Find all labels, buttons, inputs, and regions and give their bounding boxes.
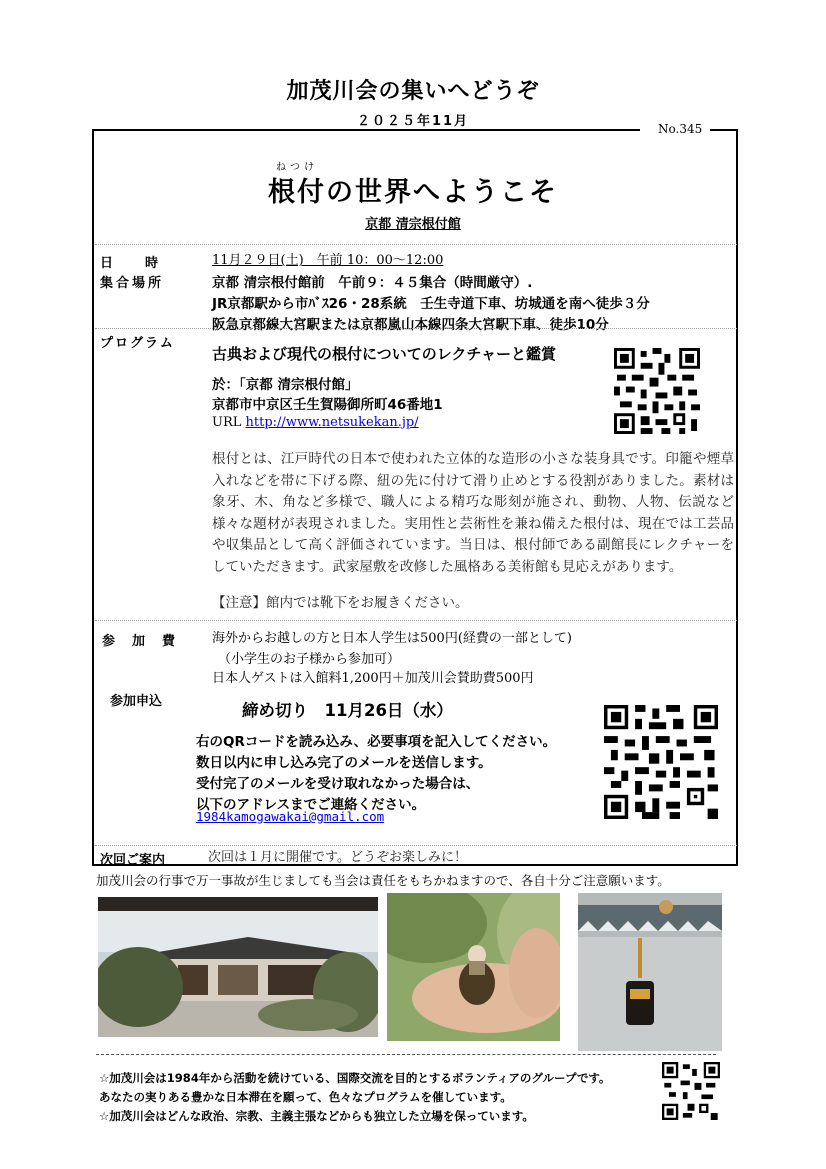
- footer-line3: ☆加茂川会はどんな政治、宗教、主義主張などからも独立した立場を保っています。: [99, 1109, 534, 1123]
- application-line1: 右のQRコードを読み込み、必要事項を記入してください。: [196, 734, 557, 750]
- inro-netsuke-kimono-photo: [578, 893, 722, 1051]
- fee-label: 参 加 費: [102, 634, 178, 649]
- meeting-line3: 阪急京都線大宮駅または京都嵐山本線四条大宮駅下車、徒歩10分: [212, 317, 609, 333]
- program-location: 於：「京都 清宗根付館」: [212, 377, 359, 393]
- museum-building-photo: [98, 897, 378, 1037]
- application-qr-code[interactable]: [604, 705, 718, 819]
- divider: [95, 845, 737, 846]
- footer-line2: あなたの実りある豊かな日本滞在を願って、色々なプログラムを催しています。: [99, 1090, 512, 1104]
- application-line2: 数日以内に申し込み完了のメールを送信します。: [196, 755, 492, 771]
- url-prefix: URL: [212, 415, 242, 430]
- divider: [95, 244, 737, 245]
- divider: [95, 328, 737, 329]
- application-label: 参加申込: [110, 694, 163, 709]
- event-heading: 根付の世界へようこそ: [268, 177, 558, 208]
- netsuke-in-hand-photo: [387, 893, 560, 1041]
- program-title: 古典および現代の根付についてのレクチャーと鑑賞: [212, 345, 556, 363]
- museum-qr-code[interactable]: [614, 348, 700, 434]
- meeting-line2: JR京都駅から市ﾊﾞｽ26・28系統 壬生寺道下車、坊城通を南へ徒歩３分: [212, 296, 650, 312]
- program-address: 京都市中京区壬生賀陽御所町46番地1: [212, 397, 443, 413]
- datetime-value: 11月２９日(土) 午前 10：00～12:00: [212, 253, 444, 268]
- program-description: 根付とは、江戸時代の日本で使われた立体的な造形の小さな装身具です。印籠や煙草入れなどを帯に下げる際、紐の先に付けて滑り止めとする役割がありました。素材は象牙、木、角など多様で、職人による精巧な彫刻が施され、動物、人物、伝説など様々な題材が表現されました。実用性と芸術性を兼ね備えた根付は、現在では工芸品や収集品として高く評価されています。当日は、根付師である副館長にレクチャーをしていただきます。武家屋敷を改修した風格ある美術館も見応えがあります。: [212, 451, 734, 575]
- divider: [95, 620, 737, 621]
- group-qr-code[interactable]: [662, 1062, 720, 1120]
- fee-line3: 日本人ゲストは入館料1,200円＋加茂川会賛助費500円: [212, 671, 534, 686]
- contact-email-link[interactable]: 1984kamogawakai@gmail.com: [196, 809, 385, 824]
- application-line3: 受付完了のメールを受け取れなかった場合は、: [196, 776, 480, 792]
- issue-date: ２０２５年11月: [356, 114, 470, 129]
- event-venue: 京都 清宗根付館: [365, 217, 461, 232]
- meeting-line1: 京都 清宗根付館前 午前９：４５集合（時間厳守）.: [212, 275, 533, 291]
- program-notice: 【注意】館内では靴下をお履きください。: [212, 595, 469, 611]
- disclaimer-text: 加茂川会の行事で万一事故が生じましても当会は責任をもちかねますので、各自十分ご注意願います。: [96, 873, 670, 888]
- meeting-label: 集合場所: [100, 276, 165, 291]
- footer-divider: [96, 1054, 716, 1055]
- issue-number: No.345: [658, 122, 703, 136]
- datetime-label: 日 時: [100, 256, 161, 271]
- heading-ruby: ねつけ: [276, 162, 318, 173]
- next-label: 次回ご案内: [100, 853, 166, 868]
- fee-line2: （小学生のお子様から参加可）: [218, 652, 401, 667]
- footer-line1: ☆加茂川会は1984年から活動を続けている、国際交流を目的とするボランティアのグループです。: [99, 1071, 611, 1085]
- page-title: 加茂川会の集いへどうぞ: [286, 79, 540, 104]
- next-text: 次回は１月に開催です。どうぞお楽しみに！: [208, 850, 467, 865]
- fee-line1: 海外からお越しの方と日本人学生は500円(経費の一部として): [212, 631, 572, 646]
- application-deadline: 締め切り 11月26日（水）: [242, 701, 453, 720]
- program-label: プログラム: [100, 336, 175, 351]
- museum-url-link[interactable]: http://www.netsukekan.jp/: [245, 415, 419, 430]
- application-line4: 以下のアドレスまでご連絡ください。: [196, 797, 426, 813]
